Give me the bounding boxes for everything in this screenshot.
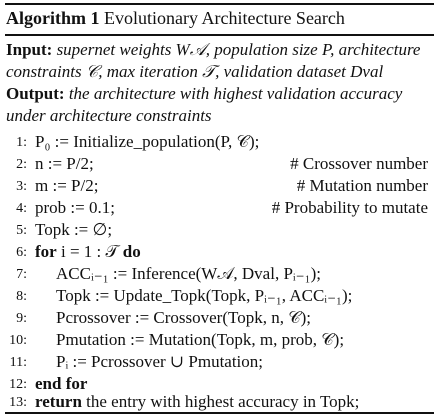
line-number: 13: xyxy=(9,395,27,410)
line-code: P₀ := Initialize_population(P, 𝒞); xyxy=(35,132,260,151)
algorithm-line-10 xyxy=(0,330,440,354)
keyword-end-for: end for xyxy=(35,374,88,393)
output-text: the architecture with highest validation accuracy under architecture constraints xyxy=(6,84,403,125)
line-code: Topk := ∅; xyxy=(35,220,113,239)
line-code: Pᵢ := Pcrossover ∪ Pmutation; xyxy=(56,352,264,371)
algorithm-line-4 xyxy=(0,198,440,222)
line-comment: # Probability to mutate xyxy=(271,198,428,217)
algorithm-line-5 xyxy=(0,220,440,244)
line-number: 4: xyxy=(16,201,27,216)
line-number: 7: xyxy=(16,267,27,282)
input-block xyxy=(6,39,432,83)
line-number: 10: xyxy=(9,333,27,348)
algorithm-line-3 xyxy=(0,176,440,200)
line-code: Pcrossover := Crossover(Topk, n, 𝒞); xyxy=(56,308,311,327)
line-number: 9: xyxy=(16,311,27,326)
algorithm-line-2 xyxy=(0,154,440,178)
algorithm-line-8 xyxy=(0,286,440,310)
keyword-return: return xyxy=(35,392,82,411)
algorithm-line-6 xyxy=(0,242,440,266)
algorithm-line-1 xyxy=(0,132,440,156)
input-label: Input: xyxy=(6,40,53,59)
line-code: m := P/2; xyxy=(35,176,99,195)
bottom-rule xyxy=(5,412,434,414)
line-number: 8: xyxy=(16,289,27,304)
keyword-do: do xyxy=(122,242,141,261)
top-rule xyxy=(5,3,434,5)
line-number: 5: xyxy=(16,223,27,238)
line-comment: # Crossover number xyxy=(290,154,428,173)
line-code: Topk := Update_Topk(Topk, Pᵢ₋₁, ACCᵢ₋₁); xyxy=(56,286,353,305)
line-comment: # Mutation number xyxy=(296,176,428,195)
input-text: supernet weights W𝒜, population size P, architecture constraints 𝒞, max iteration 𝒯, validation dataset Dval xyxy=(6,40,421,81)
algorithm-line-11 xyxy=(0,352,440,376)
line-number: 11: xyxy=(9,355,27,370)
output-label: Output: xyxy=(6,84,65,103)
title-rule xyxy=(5,34,434,36)
algorithm-line-7 xyxy=(0,264,440,288)
output-block xyxy=(6,83,432,127)
keyword-for: for xyxy=(35,242,57,261)
line-code: ACCᵢ₋₁ := Inference(W𝒜, Dval, Pᵢ₋₁); xyxy=(56,264,321,283)
return-text: the entry with highest accuracy in Topk; xyxy=(86,392,360,411)
line-number: 3: xyxy=(16,179,27,194)
line-code: n := P/2; xyxy=(35,154,94,173)
line-code: prob := 0.1; xyxy=(35,198,115,217)
line-code-return xyxy=(35,392,359,412)
line-number: 1: xyxy=(16,135,27,150)
algorithm-label: Algorithm 1 xyxy=(6,8,100,28)
line-number: 12: xyxy=(9,377,27,392)
algorithm-title xyxy=(6,8,345,29)
algorithm-line-9 xyxy=(0,308,440,332)
line-number: 6: xyxy=(16,245,27,260)
line-code-for xyxy=(35,242,141,262)
line-code: Pmutation := Mutation(Topk, m, prob, 𝒞); xyxy=(56,330,345,349)
loop-range: i = 1 : 𝒯 xyxy=(60,242,119,261)
line-number: 2: xyxy=(16,157,27,172)
algorithm-name: Evolutionary Architecture Search xyxy=(104,8,345,28)
